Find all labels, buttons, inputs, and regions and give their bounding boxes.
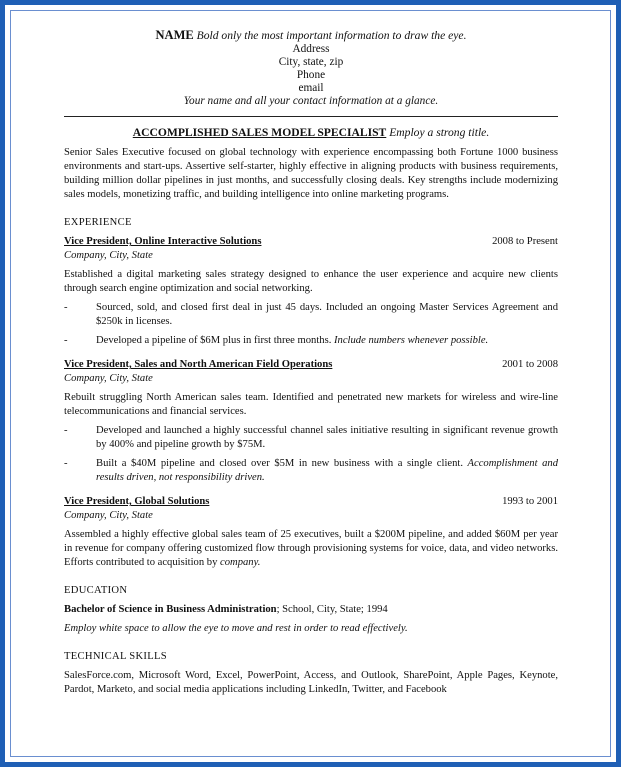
contact-note: Your name and all your contact information at a glance. (183, 95, 439, 107)
skills-text: SalesForce.com, Microsoft Word, Excel, PowerPoint, Access, and Outlook, SharePoint, Apple Pages, Keynote, Pardot, Marketo, and social media applications including LinkedIn, Twitter, and Facebook (64, 670, 558, 695)
contact-block (64, 28, 558, 108)
bullet-item: - Developed a pipeline of $6M plus in first three months. Include numbers whenever possible. (64, 335, 489, 346)
job-description: Established a digital marketing sales strategy designed to enhance the user experience and acquire new clients through search engine optimization and social networking. (64, 269, 558, 294)
job-entry (64, 358, 558, 485)
header-divider (64, 116, 558, 117)
name-note: Bold only the most important information to draw the eye. (196, 29, 467, 42)
job-title: Vice President, Online Interactive Solutions (64, 236, 262, 247)
job-bullets (64, 301, 558, 348)
bullet-note: Include numbers whenever possible. (334, 335, 489, 346)
job-dates: 2001 to 2008 (502, 359, 558, 370)
education-entry (64, 603, 558, 617)
headline-note: Employ a strong title. (389, 126, 490, 139)
job-header (64, 358, 558, 372)
applicant-name: NAME (155, 28, 194, 42)
bullet-text: Developed and launched a highly successful channel sales initiative resulting in significant revenue growth by 400% and pipeline growth by $75M. (96, 425, 558, 450)
bullet-text: Developed a pipeline of $6M plus in first three months. (96, 335, 332, 346)
summary-paragraph: Senior Sales Executive focused on global technology with experience encompassing both Fortune 1000 business environments and start-ups. Assertive self-starter, highly effective in aligning products with business requirements, building million dollar pipelines in just months, and successfully closing deals. Key strengths include modernizing sales models, monetizing traffic, and building intelligence into online marketing programs. (64, 147, 558, 200)
bullet-text: Built a $40M pipeline and closed over $5M in new business with a single client. (96, 458, 463, 469)
job-company: Company, City, State (64, 373, 153, 384)
job-company: Company, City, State (64, 510, 153, 521)
job-header (64, 495, 558, 509)
bullet-item: - Sourced, sold, and closed first deal in just 45 days. Included an ongoing Master Services Agreement and $250k in licenses. (64, 302, 558, 327)
job-title: Vice President, Sales and North American Field Operations (64, 359, 333, 370)
bullet-text: Sourced, sold, and closed first deal in just 45 days. Included an ongoing Master Services Agreement and $250k in licenses. (96, 302, 558, 327)
headline (64, 126, 558, 140)
address: Address (292, 43, 330, 55)
bullet-item: - Built a $40M pipeline and closed over $5M in new business with a single client. Accomplishment and results driven, not responsibility driven. (64, 458, 558, 483)
job-header (64, 235, 558, 249)
resume-document (64, 28, 558, 697)
email: email (298, 82, 324, 94)
skills-heading: TECHNICAL SKILLS (64, 651, 167, 662)
bullet-note: Accomplishment and results driven, not responsibility driven. (96, 458, 558, 483)
education-note: Employ white space to allow the eye to move and rest in order to read effectively. (64, 623, 408, 634)
job-description-em: company. (220, 557, 261, 568)
phone: Phone (296, 69, 326, 81)
job-title: Vice President, Global Solutions (64, 496, 210, 507)
job-description-text: Assembled a highly effective global sales team of 25 executives, built a $200M pipeline, and added $60M per year in revenue for company offering customized flow through provisioning systems for voice, data, and video networks. Efforts contributed to acquisition by (64, 529, 558, 568)
job-description: Rebuilt struggling North American sales team. Identified and penetrated new markets for wireless and wire-line telecommunications and financial services. (64, 392, 558, 417)
job-description (64, 528, 558, 570)
city-state-zip: City, state, zip (278, 56, 344, 68)
education-details: ; School, City, State; 1994 (276, 604, 388, 615)
name-line (64, 28, 558, 43)
job-bullets (64, 424, 558, 485)
job-company: Company, City, State (64, 250, 153, 261)
job-dates: 1993 to 2001 (502, 496, 558, 507)
degree: Bachelor of Science in Business Administration (64, 604, 277, 615)
job-dates: 2008 to Present (492, 236, 558, 247)
experience-heading: EXPERIENCE (64, 217, 132, 228)
job-entry (64, 495, 558, 570)
education-heading: EDUCATION (64, 585, 128, 596)
bullet-item: - Developed and launched a highly successful channel sales initiative resulting in significant revenue growth by 400% and pipeline growth by $75M. (64, 425, 558, 450)
job-entry (64, 235, 558, 348)
headline-title: ACCOMPLISHED SALES MODEL SPECIALIST (132, 126, 387, 139)
